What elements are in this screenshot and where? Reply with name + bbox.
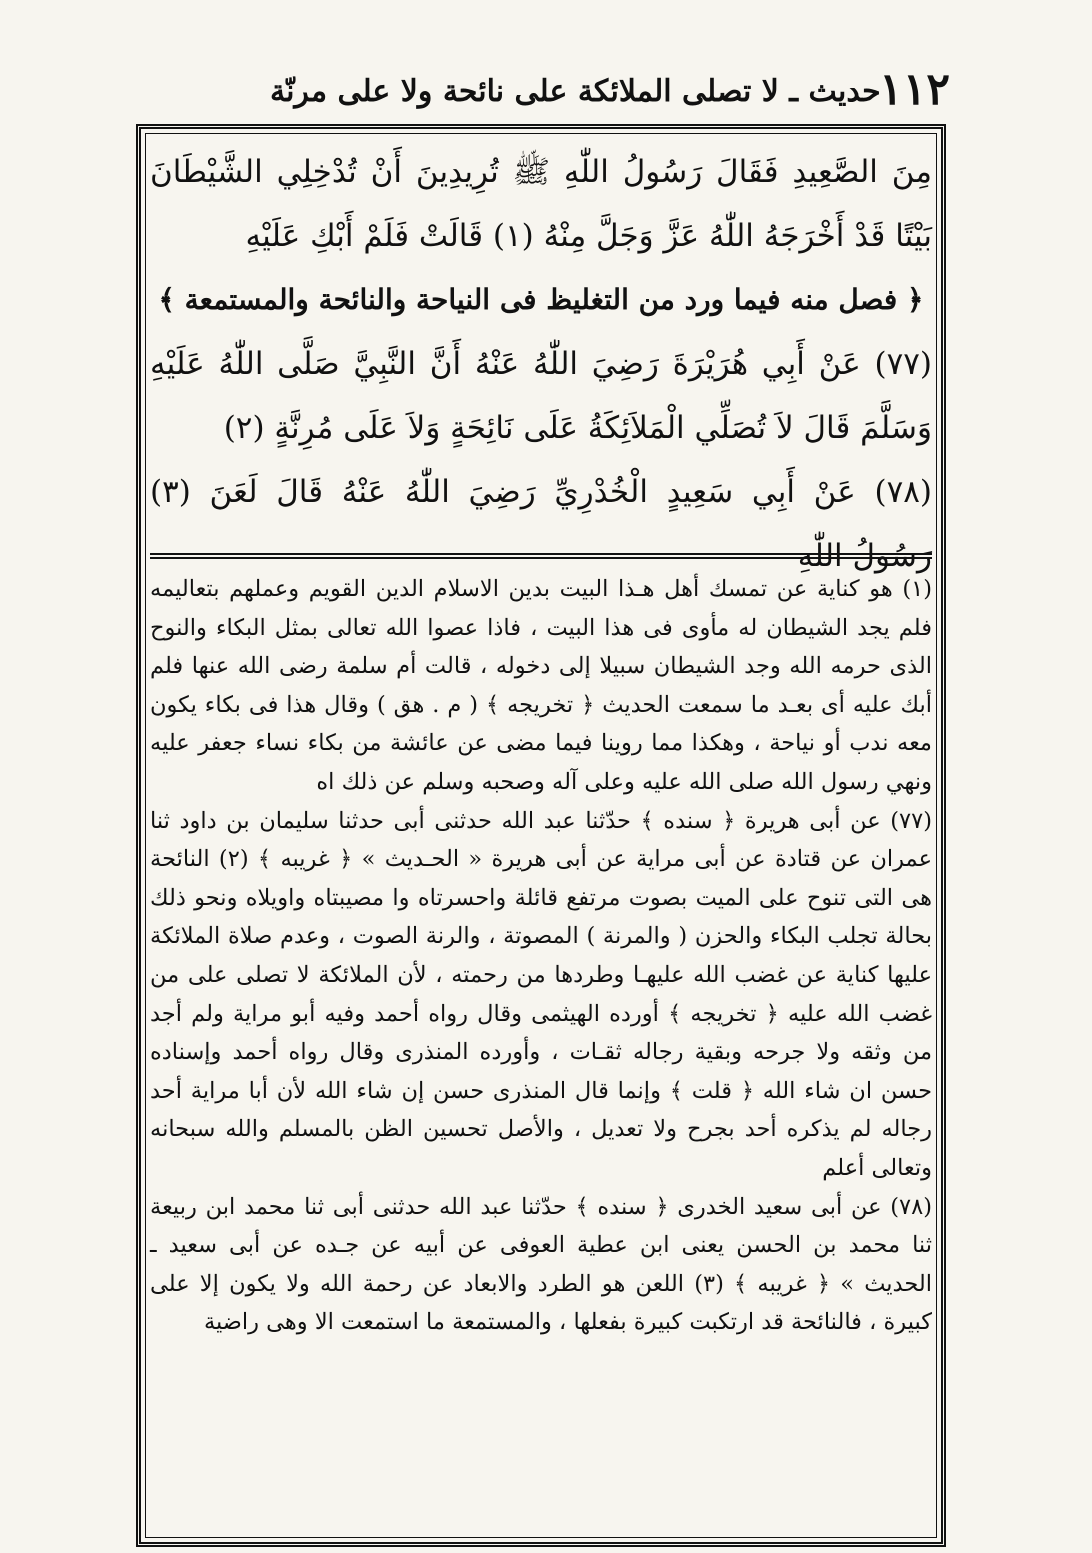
- text-divider: [150, 553, 932, 559]
- footnote-77: (٧٧) عن أبى هريرة ﴿ سنده ﴾ حدّثنا عبد الله حدثنى أبى حدثنا سليمان بن داود ثنا عمران عن قتادة عن أبى مراية عن أبى هريرة « الحـديث » ﴿ غريبه ﴾ (٢) النائحة هى التى تنوح على الميت بصوت مرتفع قائلة واحسرتاه وا مصيبتاه واويلاه ونحو ذلك بحالة تجلب البكاء والحزن ( والمرنة ) المصوتة ، والرنة الصوت ، وعدم صلاة الملائكة عليها كناية عن غضب الله عليهـا وطردها من رحمته ، لأن الملائكة لا تصلى على من غضب الله عليه ﴿ تخريجه ﴾ أورده الهيثمى وقال رواه أحمد وفيه أبو مراية ولم أجد من وثقه ولا جرحه وبقية رجاله ثقـات ، وأورده المنذرى وقال رواه أحمد وإسناده حسن ان شاء الله ﴿ قلت ﴾ وإنما قال المنذرى حسن إن شاء الله لأن أبا مراية أحد رجاله لم يذكره أحد بجرح ولا تعديل ، والأصل تحسين الظن بالمسلم والله سبحانه وتعالى أعلم: [150, 807, 932, 1181]
- section-heading: ﴿ فصل منه فيما ورد من التغليظ فى النياحة والنائحة والمستمعة ﴾: [158, 283, 924, 316]
- running-title: حديث ـ لا تصلى الملائكة على نائحة ولا على مرنّة: [270, 74, 881, 109]
- page-number: ١١٢: [879, 64, 950, 115]
- footnotes: [150, 570, 932, 1530]
- footnote-78: (٧٨) عن أبى سعيد الخدرى ﴿ سنده ﴾ حدّثنا عبد الله حدثنى أبى ثنا محمد ابن ربيعة ثنا محمد بن الحسن يعنى ابن عطية العوفى عن أبيه عن جـده عن أبى سعيد ـ الحديث » ﴿ غريبه ﴾ (٣) اللعن هو الطرد والابعاد عن رحمة الله ولا يكون إلا على كبيرة ، فالنائحة قد ارتكبت كبيرة بفعلها ، والمستمعة ما استمعت الا وهى راضية: [150, 1193, 932, 1336]
- main-text: [150, 140, 932, 574]
- hadith-78: (٧٨) عَنْ أَبِي سَعِيدٍ الْخُدْرِيِّ رَضِيَ اللّٰهُ عَنْهُ قَالَ لَعَنَ (٣) رَسُولُ اللّٰهِ: [150, 474, 932, 574]
- footnote-1: (١) هو كناية عن تمسك أهل هـذا البيت بدين الاسلام الدين القويم وعملهم بتعاليمه فلم يجد الشيطان له مأوى فى هذا البيت ، فاذا عصوا الله تعالى بمثل البكاء والنوح الذى حرمه الله وجد الشيطان سبيلا إلى دخوله ، قالت أم سلمة رضى الله عنها فلم أبك عليه أى بعـد ما سمعت الحديث ﴿ تخريجه ﴾ ( م . هق ) وقال هذا فى بكاء يكون معه ندب أو نياحة ، وهكذا مما روينا فيما مضى عن عائشة من بكاء نساء جعفر عليه ونهي رسول الله صلى الله عليه وعلى آله وصحبه وسلم عن ذلك اه: [150, 576, 932, 795]
- page-header: [150, 64, 950, 124]
- intro-paragraph: مِنَ الصَّعِيدِ فَقَالَ رَسُولُ اللّٰهِ ﷺ تُرِيدِينَ أَنْ تُدْخِلِي الشَّيْطَانَ بَيْتًا قَدْ أَخْرَجَهُ اللّٰهُ عَزَّ وَجَلَّ مِنْهُ (١) قَالَتْ فَلَمْ أَبْكِ عَلَيْهِ: [150, 154, 932, 254]
- hadith-77: (٧٧) عَنْ أَبِي هُرَيْرَةَ رَضِيَ اللّٰهُ عَنْهُ أَنَّ النَّبِيَّ صَلَّى اللّٰهُ عَلَيْهِ وَسَلَّمَ قَالَ لاَ تُصَلِّي الْمَلاَئِكَةُ عَلَى نَائِحَةٍ وَلاَ عَلَى مُرِنَّةٍ (٢): [150, 346, 932, 446]
